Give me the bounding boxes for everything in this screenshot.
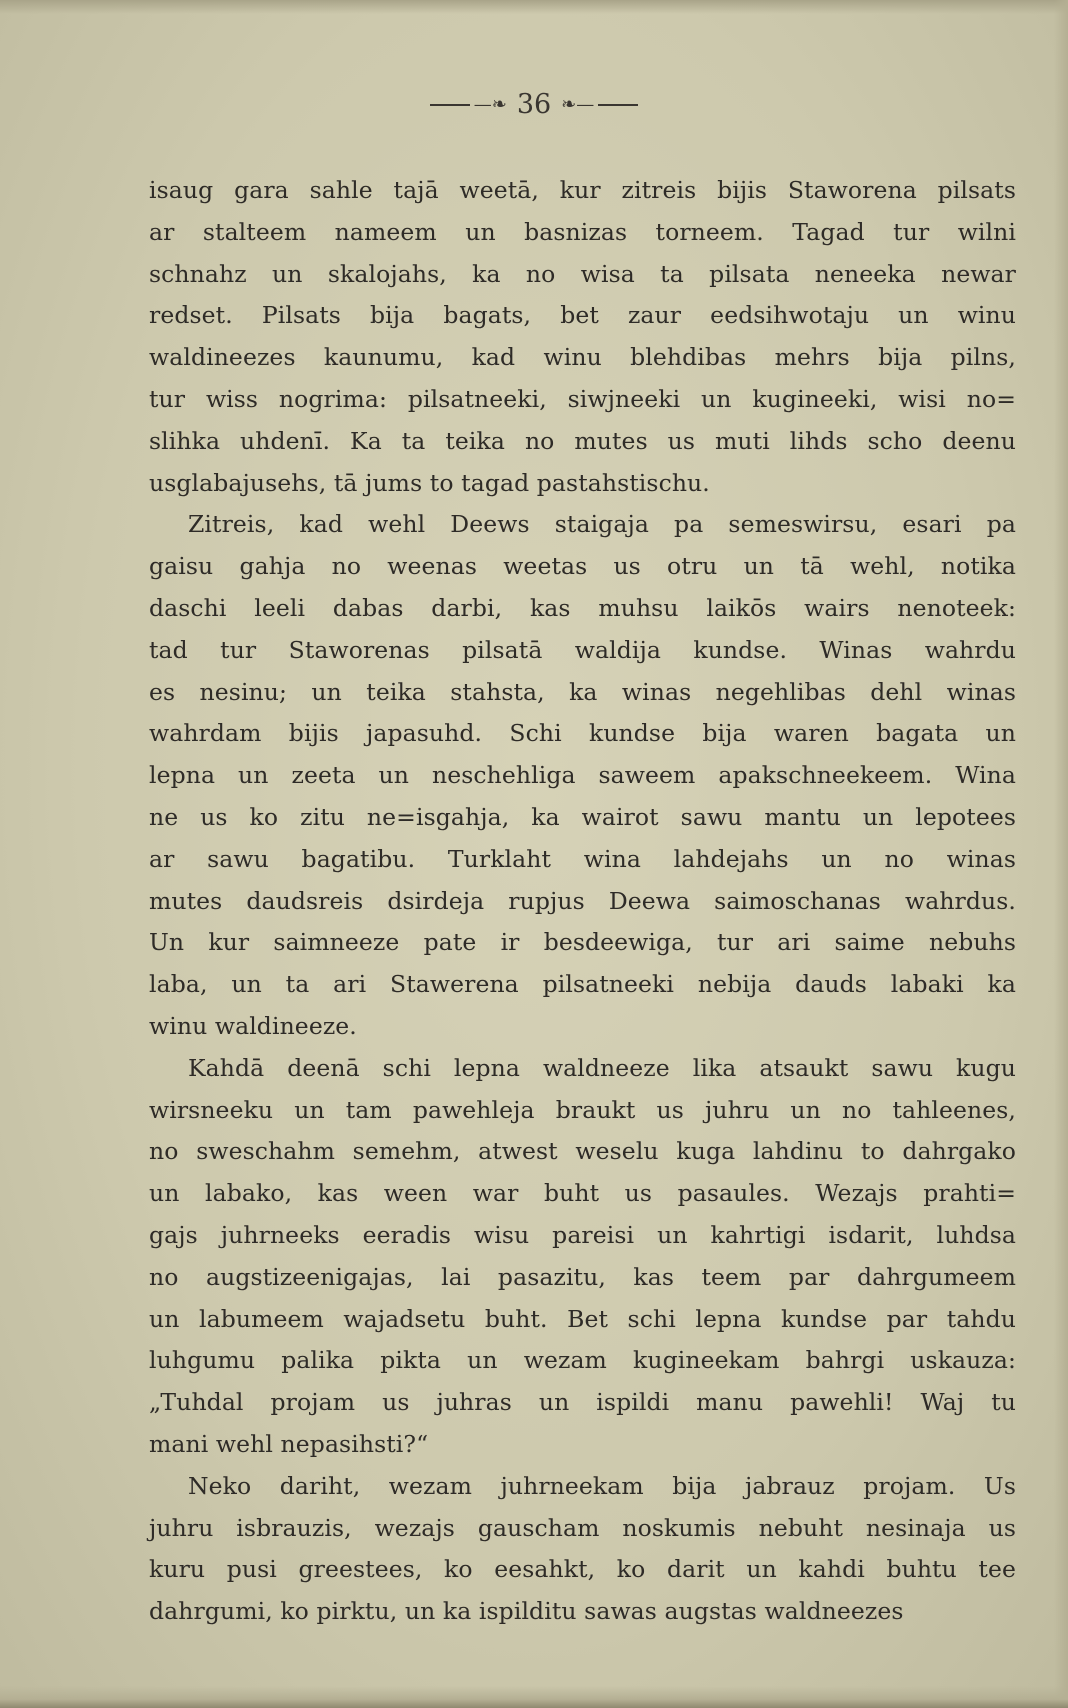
- text-line: slihka uhdenī. Ka ta teika no mutes us muti lihds scho deenu: [149, 426, 1016, 455]
- paragraph: [149, 170, 1016, 504]
- paragraph: [149, 1048, 1016, 1466]
- text-line: kuru pusi greestees, ko eesahkt, ko darit un kahdi buhtu tee: [149, 1555, 1016, 1584]
- text-line: daschi leeli dabas darbi, kas muhsu laikōs wairs nenoteek:: [149, 593, 1016, 622]
- text-line: un labako, kas ween war buht us pasaules. Wezajs prahti=: [149, 1179, 1016, 1208]
- page-edge-top: [0, 0, 1068, 14]
- text-line: usglabajusehs, tā jums to tagad pastahstischu.: [149, 468, 710, 497]
- text-line: ar sawu bagatibu. Turklaht wina lahdejahs un no winas: [149, 844, 1016, 873]
- text-line: no augstizeenigajas, lai pasazitu, kas teem par dahrgumeem: [149, 1262, 1016, 1291]
- text-line: ne us ko zitu ne=isgahja, ka wairot sawu mantu un lepotees: [149, 802, 1016, 831]
- text-line: Neko dariht, wezam juhrneekam bija jabrauz projam. Us: [188, 1471, 1016, 1500]
- paragraph: [149, 504, 1016, 1047]
- text-line: wirsneeku un tam pawehleja braukt us juhru un no tahleenes,: [149, 1095, 1016, 1124]
- text-line: winu waldineeze.: [149, 1011, 357, 1040]
- text-line: tad tur Staworenas pilsatā waldija kundse. Winas wahrdu: [149, 635, 1016, 664]
- page-header: [0, 88, 1068, 121]
- page-edge-bottom: [0, 1686, 1068, 1708]
- text-line: Un kur saimneeze pate ir besdeewiga, tur ari saime nebuhs: [149, 928, 1016, 957]
- text-line: lepna un zeeta un neschehliga saweem apakschneekeem. Wina: [149, 761, 1016, 790]
- text-line: isaug gara sahle tajā weetā, kur zitreis bijis Staworena pilsats: [149, 176, 1016, 204]
- text-line: Zitreis, kad wehl Deews staigaja pa semeswirsu, esari pa: [188, 510, 1016, 539]
- page-edge-right: [1054, 0, 1068, 1708]
- header-rule-right: [598, 104, 638, 106]
- text-line: luhgumu palika pikta un wezam kugineekam bahrgi uskauza:: [149, 1346, 1016, 1375]
- text-line: waldineezes kaunumu, kad winu blehdibas mehrs bija pilns,: [149, 343, 1016, 372]
- text-line: ar stalteem nameem un basnizas torneem. Tagad tur wilni: [149, 217, 1016, 246]
- text-line: es nesinu; un teika stahsta, ka winas negehlibas dehl winas: [149, 677, 1016, 706]
- text-line: gajs juhrneeks eeradis wisu pareisi un kahrtigi isdarit, luhdsa: [149, 1220, 1016, 1249]
- text-line: laba, un ta ari Stawerena pilsatneeki nebija dauds labaki ka: [149, 970, 1016, 999]
- paragraph: [149, 1466, 1016, 1633]
- text-line: redset. Pilsats bija bagats, bet zaur eedsihwotaju un winu: [149, 301, 1016, 330]
- body-text: [149, 170, 1016, 1633]
- header-rule-left: [430, 104, 470, 106]
- text-line: no sweschahm semehm, atwest weselu kuga lahdinu to dahrgako: [149, 1137, 1016, 1166]
- text-line: dahrgumi, ko pirktu, un ka ispilditu sawas augstas waldneezes: [149, 1597, 904, 1626]
- text-line: Kahdā deenā schi lepna waldneeze lika atsaukt sawu kugu: [188, 1053, 1016, 1082]
- text-line: un labumeem wajadsetu buht. Bet schi lepna kundse par tahdu: [149, 1304, 1016, 1333]
- text-line: mani wehl nepasihsti?“: [149, 1429, 429, 1458]
- header-ornament-left: —❧: [473, 93, 507, 115]
- text-line: „Tuhdal projam us juhras un ispildi manu pawehli! Waj tu: [149, 1388, 1016, 1417]
- text-line: gaisu gahja no weenas weetas us otru un tā wehl, notika: [149, 552, 1016, 581]
- text-line: schnahz un skalojahs, ka no wisa ta pilsata neneeka newar: [149, 259, 1016, 288]
- text-line: juhru isbrauzis, wezajs gauscham noskumis nebuht nesinaja us: [149, 1513, 1016, 1542]
- text-line: tur wiss nogrima: pilsatneeki, siwjneeki un kugineeki, wisi no=: [149, 384, 1016, 413]
- text-line: mutes daudsreis dsirdeja rupjus Deewa saimoschanas wahrdus.: [149, 886, 1016, 915]
- text-line: wahrdam bijis japasuhd. Schi kundse bija waren bagata un: [149, 719, 1016, 748]
- header-ornament-right: ❧—: [561, 93, 595, 115]
- page-number: 36: [516, 88, 552, 120]
